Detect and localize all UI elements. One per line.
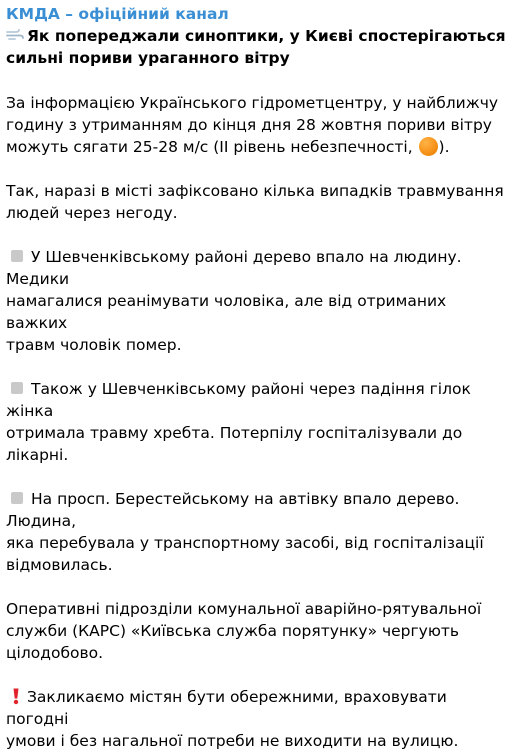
p5-line-1	[6, 488, 510, 532]
p3-line-1-text: У Шевченківському районі дерево впало на людину. Медики	[6, 248, 462, 288]
p3-line-3: травм чоловік помер.	[6, 336, 182, 354]
paragraph-gap	[6, 69, 510, 92]
orange-circle-icon	[419, 137, 438, 156]
p5-line-1-text: На просп. Берестейському на автівку впало дерево. Людина,	[6, 490, 460, 530]
p4-line-1	[6, 378, 510, 422]
p6-line-2: служби (КАРС) «Київська служба порятунку» чергують	[6, 622, 460, 640]
p2-line-2: людей через негоду.	[6, 204, 178, 222]
white-square-icon	[11, 382, 23, 394]
paragraph-gap	[6, 664, 510, 686]
p1-line-3	[6, 136, 510, 158]
p4-line-1-text: Також у Шевченківському районі через падіння гілок жінка	[6, 380, 471, 420]
paragraph-gap	[6, 158, 510, 180]
paragraph-gap	[6, 466, 510, 488]
white-square-icon	[11, 492, 23, 504]
p1-line-3-end: ).	[438, 138, 450, 156]
paragraph-gap	[6, 356, 510, 378]
p3-line-1	[6, 246, 510, 290]
headline-line-1	[6, 25, 510, 47]
headline-line-2: сильні пориви ураганного вітру	[6, 49, 290, 67]
p7-line-2: умови і без нагальної потреби не виходити на вулицю.	[6, 732, 459, 750]
wind-face-icon	[6, 28, 24, 42]
p1-line-3-text: можуть сягати 25-28 м/с (ІІ рівень небезпечності,	[6, 138, 418, 156]
p5-line-3: відмовилась.	[6, 556, 113, 574]
p1-line-1: За інформацією Українського гідрометцентру, у найближчу	[6, 94, 499, 112]
p7-line-1	[6, 686, 510, 730]
channel-name-link[interactable]: КМДА – офіційний канал	[6, 5, 229, 23]
p6-line-1: Оперативні підрозділи комунальної аварійно-рятувальної	[6, 600, 482, 618]
p7-line-1-text: Закликаємо містян бути обережними, враховувати погодні	[6, 688, 447, 728]
p1-line-2: годину з утриманням до кінця дня 28 жовтня пориви вітру	[6, 116, 492, 134]
p5-line-2: яка перебувала у транспортному засобі, від госпіталізації	[6, 534, 484, 552]
p6-line-3: цілодобово.	[6, 644, 104, 662]
paragraph-gap	[6, 576, 510, 598]
p4-line-2: отримала травму хребта. Потерпілу госпіталізували до лікарні.	[6, 424, 463, 464]
p2-line-1: Так, наразі в місті зафіксовано кілька випадків травмування	[6, 182, 504, 200]
headline-text-1: Як попереджали синоптики, у Києві спостерігаються	[27, 27, 506, 45]
red-exclamation-icon	[11, 687, 21, 705]
p3-line-2: намагалися реанімувати чоловіка, але від отриманих важких	[6, 292, 447, 332]
white-square-icon	[11, 250, 23, 262]
paragraph-gap	[6, 224, 510, 246]
